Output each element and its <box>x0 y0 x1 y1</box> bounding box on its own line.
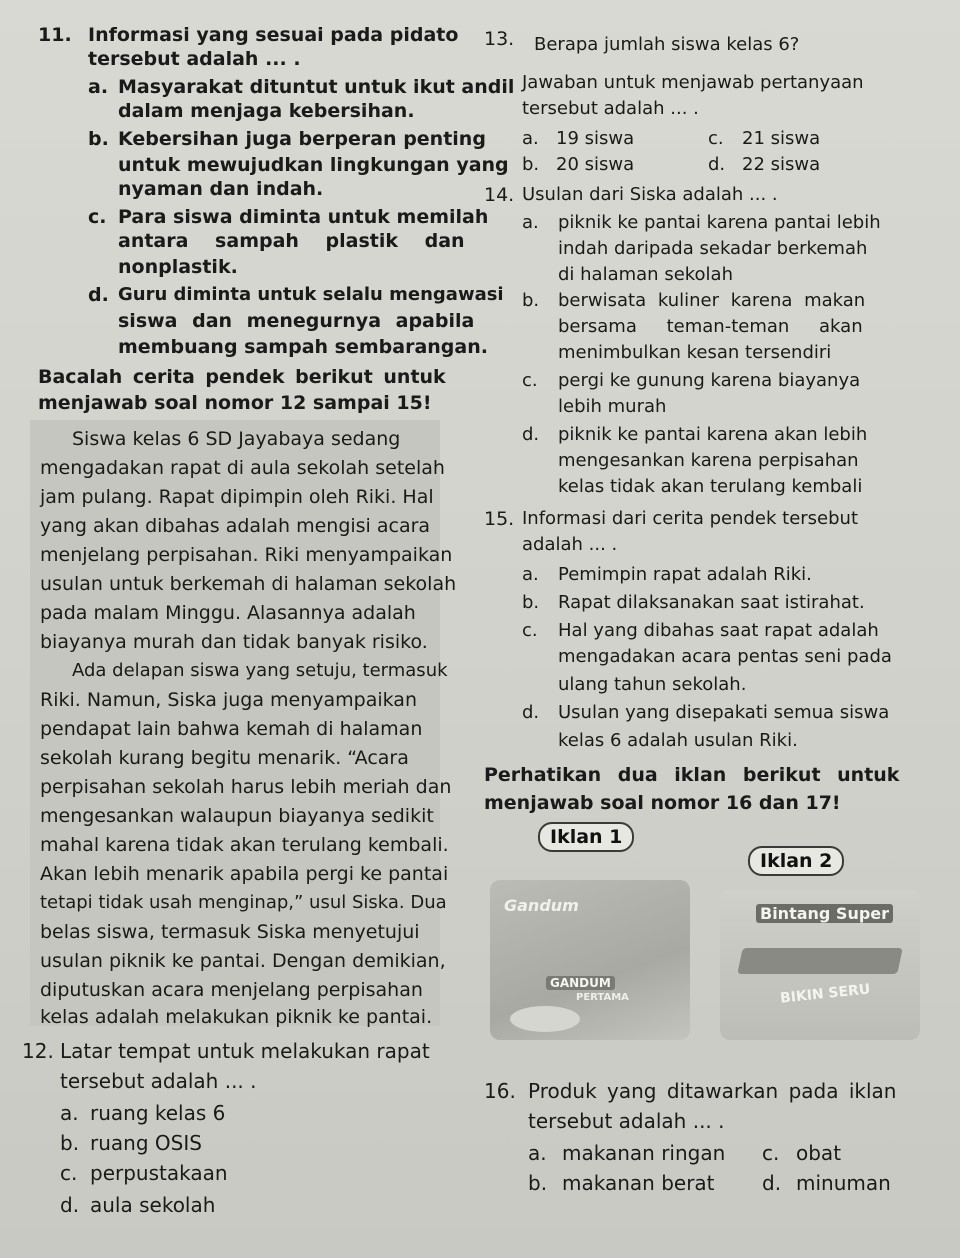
short-story-box <box>30 420 457 1028</box>
q11-option-a-label: a. <box>88 76 109 98</box>
q15-option-d-line2: kelas 6 adalah usulan Riki. <box>558 730 798 751</box>
q15-text-line2: adalah ... . <box>522 534 618 555</box>
q15-option-b-label: b. <box>522 592 540 613</box>
q12-option-b-label: b. <box>60 1131 80 1155</box>
q16-option-b-label: b. <box>528 1171 548 1195</box>
story-line: biayanya murah dan tidak banyak risiko. <box>40 631 428 653</box>
q16-text-line1: Produk yang ditawarkan pada iklan <box>528 1079 897 1103</box>
story-line: usulan piknik ke pantai. Dengan demikian, <box>40 950 446 972</box>
q13-option-c: 21 siswa <box>742 128 821 149</box>
story-line: mengadakan rapat di aula sekolah setelah <box>40 457 445 479</box>
q15-option-b-line1: Rapat dilaksanakan saat istirahat. <box>558 592 865 613</box>
q12-number: 12. <box>22 1039 54 1063</box>
q11-option-c-line2: antara sampah plastik dan <box>118 230 465 252</box>
q14-option-c-line1: pergi ke gunung karena biayanya <box>558 370 861 391</box>
q11-option-d-label: d. <box>88 284 109 306</box>
story-line: pada malam Minggu. Alasannya adalah <box>40 602 416 624</box>
q11-option-c-line1: Para siswa diminta untuk memilah <box>118 206 489 228</box>
q16-option-d: minuman <box>796 1171 891 1195</box>
ad2-brand: Bintang Super <box>756 904 893 923</box>
q16-option-b: makanan berat <box>562 1171 715 1195</box>
q15-option-a-label: a. <box>522 564 539 585</box>
q14-option-d-line2: mengesankan karena perpisahan <box>558 450 859 471</box>
story-line: Akan lebih menarik apabila pergi ke pantai <box>40 863 449 885</box>
q16-text-line2: tersebut adalah ... . <box>528 1109 725 1133</box>
q13-option-d: 22 siswa <box>742 154 821 175</box>
q11-option-b-line3: nyaman dan indah. <box>118 178 324 200</box>
story-line: menjelang perpisahan. Riki menyampaikan <box>40 544 453 566</box>
instruction-story-line2: menjawab soal nomor 12 sampai 15! <box>38 392 432 414</box>
q15-option-c-label: c. <box>522 620 538 641</box>
ad1-food-icon <box>510 1006 580 1032</box>
q14-option-a-line1: piknik ke pantai karena pantai lebih <box>558 212 881 233</box>
story-line: Ada delapan siswa yang setuju, termasuk <box>72 660 448 681</box>
q14-option-c-label: c. <box>522 370 538 391</box>
q13-option-a-label: a. <box>522 128 539 149</box>
q11-text-line2: tersebut adalah ... . <box>88 48 301 70</box>
q14-option-d-label: d. <box>522 424 540 445</box>
story-line: tetapi tidak usah menginap,” usul Siska. Dua <box>40 892 447 913</box>
q11-text-line1: Informasi yang sesuai pada pidato <box>88 24 459 46</box>
q15-option-c-line2: mengadakan acara pentas seni pada <box>558 646 892 667</box>
story-line: jam pulang. Rapat dipimpin oleh Riki. Hal <box>40 486 434 508</box>
story-line: pendapat lain bahwa kemah di halaman <box>40 718 423 740</box>
q11-option-b-label: b. <box>88 128 109 150</box>
q15-number: 15. <box>484 508 515 530</box>
q16-option-a: makanan ringan <box>562 1141 726 1165</box>
q15-option-d-label: d. <box>522 702 540 723</box>
story-line: yang akan dibahas adalah mengisi acara <box>40 515 431 537</box>
q15-option-a-line1: Pemimpin rapat adalah Riki. <box>558 564 812 585</box>
q11-option-b-line1: Kebersihan juga berperan penting <box>118 128 486 150</box>
ad1-product-sub: PERTAMA <box>576 992 629 1003</box>
q12-option-b: ruang OSIS <box>90 1131 202 1155</box>
q16-option-c: obat <box>796 1141 842 1165</box>
story-line: belas siswa, termasuk Siska menyetujui <box>40 921 420 943</box>
q12-option-d-label: d. <box>60 1193 80 1217</box>
q12-text-line2: tersebut adalah ... . <box>60 1069 257 1093</box>
q14-option-d-line1: piknik ke pantai karena akan lebih <box>558 424 868 445</box>
q11-option-a-line2: dalam menjaga kebersihan. <box>118 100 415 122</box>
story-line: kelas adalah melakukan piknik ke pantai. <box>40 1006 433 1028</box>
q15-option-c-line3: ulang tahun sekolah. <box>558 674 747 695</box>
q14-number: 14. <box>484 184 515 206</box>
q12-option-a: ruang kelas 6 <box>90 1101 226 1125</box>
q16-option-a-label: a. <box>528 1141 547 1165</box>
ad1-product-image <box>490 880 690 1040</box>
q11-option-d-line2: siswa dan menegurnya apabila <box>118 310 475 332</box>
ad2-slogan: BIKIN SERU <box>779 981 871 1007</box>
q13-question: Berapa jumlah siswa kelas 6? <box>534 34 800 55</box>
q13-text-line2: tersebut adalah ... . <box>522 98 699 119</box>
q11-option-c-label: c. <box>88 206 107 228</box>
q11-option-a-line1: Masyarakat dituntut untuk ikut andil <box>118 76 515 98</box>
q16-number: 16. <box>484 1079 516 1103</box>
q15-option-c-line1: Hal yang dibahas saat rapat adalah <box>558 620 879 641</box>
story-line: sekolah kurang begitu menarik. “Acara <box>40 747 409 769</box>
ads-area <box>480 850 930 1050</box>
q14-text: Usulan dari Siska adalah ... . <box>522 184 778 205</box>
ad1-product-name: GANDUM <box>546 976 615 990</box>
ad1-label: Iklan 1 <box>538 822 634 852</box>
q15-option-d-line1: Usulan yang disepakati semua siswa <box>558 702 890 723</box>
q13-option-b-label: b. <box>522 154 540 175</box>
q12-option-c: perpustakaan <box>90 1161 228 1185</box>
q12-option-c-label: c. <box>60 1161 78 1185</box>
q16-option-c-label: c. <box>762 1141 780 1165</box>
q13-option-b: 20 siswa <box>556 154 635 175</box>
instruction-ads-line2: menjawab soal nomor 16 dan 17! <box>484 792 841 814</box>
q11-number: 11. <box>38 24 72 46</box>
q13-number: 13. <box>484 28 515 50</box>
q14-option-c-line2: lebih murah <box>558 396 667 417</box>
story-line: mengesankan walaupun biayanya sedikit <box>40 805 434 827</box>
story-line: usulan untuk berkemah di halaman sekolah <box>40 573 457 595</box>
q14-option-a-line3: di halaman sekolah <box>558 264 733 285</box>
story-line: Siswa kelas 6 SD Jayabaya sedang <box>72 428 401 450</box>
q14-option-b-line2: bersama teman-teman akan <box>558 316 863 337</box>
ad2-label: Iklan 2 <box>748 846 844 876</box>
story-line: Riki. Namun, Siska juga menyampaikan <box>40 689 417 711</box>
q11-option-d-line1: Guru diminta untuk selalu mengawasi <box>118 284 504 305</box>
ad1-brand: Gandum <box>504 896 579 915</box>
q11-option-b-line2: untuk mewujudkan lingkungan yang <box>118 154 509 176</box>
instruction-story-line1: Bacalah cerita pendek berikut untuk <box>38 366 446 388</box>
instruction-ads-line1: Perhatikan dua iklan berikut untuk <box>484 764 900 786</box>
story-line: diputuskan acara menjelang perpisahan <box>40 979 423 1001</box>
q16-option-d-label: d. <box>762 1171 782 1195</box>
q13-option-a: 19 siswa <box>556 128 635 149</box>
q14-option-a-line2: indah daripada sekadar berkemah <box>558 238 868 259</box>
q14-option-b-line3: menimbulkan kesan tersendiri <box>558 342 832 363</box>
ad2-product-image <box>720 890 920 1040</box>
q12-text-line1: Latar tempat untuk melakukan rapat <box>60 1039 430 1063</box>
q13-option-c-label: c. <box>708 128 724 149</box>
ad2-bar-icon <box>737 948 903 974</box>
q11-option-d-line3: membuang sampah sembarangan. <box>118 336 488 358</box>
q13-option-d-label: d. <box>708 154 726 175</box>
q11-option-c-line3: nonplastik. <box>118 256 238 278</box>
story-line: mahal karena tidak akan terulang kembali. <box>40 834 449 856</box>
q14-option-b-label: b. <box>522 290 540 311</box>
q14-option-a-label: a. <box>522 212 539 233</box>
q14-option-d-line3: kelas tidak akan terulang kembali <box>558 476 863 497</box>
story-line: perpisahan sekolah harus lebih meriah dan <box>40 776 452 798</box>
q12-option-a-label: a. <box>60 1101 79 1125</box>
q12-option-d: aula sekolah <box>90 1193 216 1217</box>
q14-option-b-line1: berwisata kuliner karena makan <box>558 290 866 311</box>
q15-text-line1: Informasi dari cerita pendek tersebut <box>522 508 859 529</box>
q13-text-line1: Jawaban untuk menjawab pertanyaan <box>522 72 864 93</box>
